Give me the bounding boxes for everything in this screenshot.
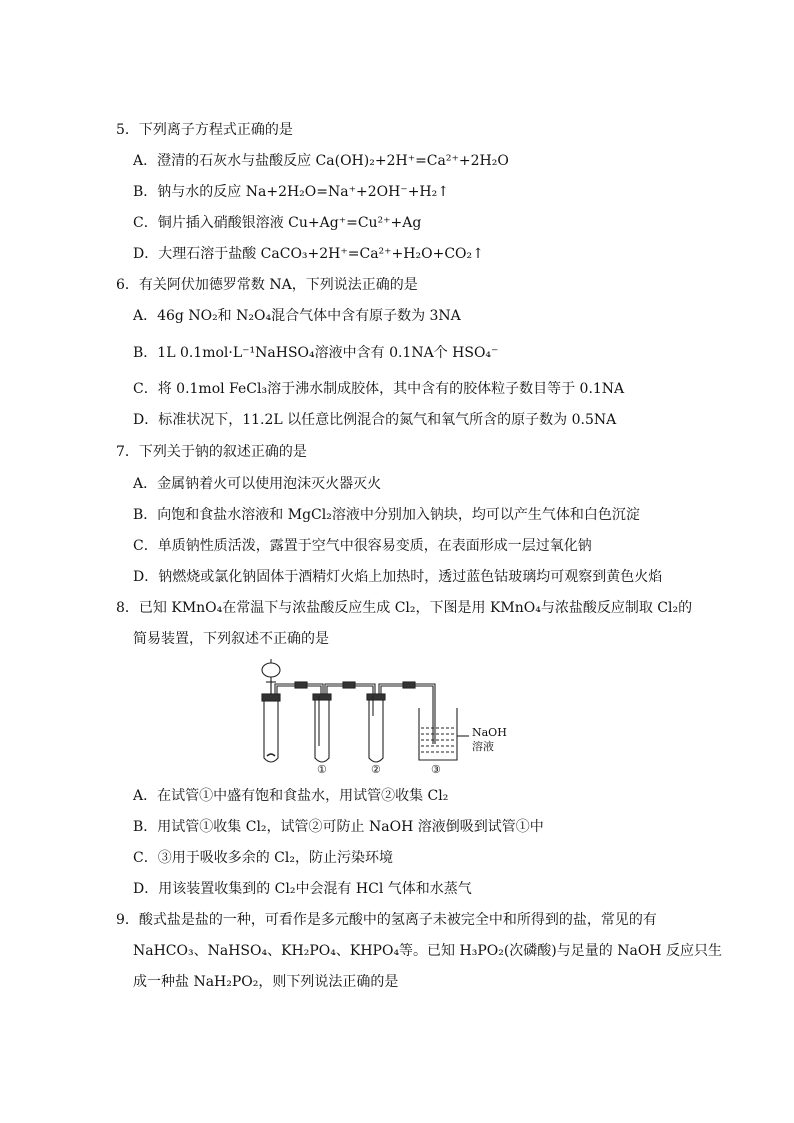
question-5-stem: 5．下列离子方程式正确的是 [116,122,293,138]
test-tube-2-icon [367,694,385,762]
question-7-option-a: A．金属钠着火可以使用泡沫灭火器灭火 [133,476,382,492]
beaker-3-label: ③ [431,763,441,776]
question-5-option-a: A．澄清的石灰水与盐酸反应 Ca(OH)₂+2H⁺=Ca²⁺+2H₂O [133,153,509,169]
question-8-stem: 8．已知 KMnO₄在常温下与浓盐酸反应生成 Cl₂，下图是用 KMnO₄与浓盐酸反应制取 Cl₂的 [116,600,693,616]
question-6-stem: 6．有关阿伏加德罗常数 NA，下列说法正确的是 [116,277,418,293]
question-6-option-c: C．将 0.1mol FeCl₃溶于沸水制成胶体，其中含有的胶体粒子数目等于 0.1NA [133,381,625,397]
question-5-option-c: C．铜片插入硝酸银溶液 Cu+Ag⁺=Cu²⁺+Ag [133,215,422,231]
question-8-option-d: D．用该装置收集到的 Cl₂中会混有 HCl 气体和水蒸气 [133,881,472,897]
question-7-option-d: D．钠燃烧或氯化钠固体于酒精灯火焰上加热时，透过蓝色钴玻璃均可观察到黄色火焰 [133,569,663,585]
question-8-option-c: C．③用于吸收多余的 Cl₂，防止污染环境 [133,850,393,866]
question-7-option-b: B．向饱和食盐水溶液和 MgCl₂溶液中分别加入钠块，均可以产生气体和白色沉淀 [133,507,640,523]
naoh-label: NaOH [472,726,507,739]
question-8-option-a: A．在试管①中盛有饱和食盐水，用试管②收集 Cl₂ [133,788,449,804]
tube-1-label: ① [317,763,327,776]
question-7-option-c: C．单质钠性质活泼，露置于空气中很容易变质，在表面形成一层过氧化钠 [133,538,592,554]
chlorine-apparatus-figure [255,656,525,776]
tube-2-label: ② [371,763,381,776]
question-9-line-1: 9．酸式盐是盐的一种，可看作是多元酸中的氢离子未被完全中和所得到的盐，常见的有 [116,912,657,928]
solution-label: 溶液 [472,740,494,753]
question-5-option-b: B．钠与水的反应 Na+2H₂O=Na⁺+2OH⁻+H₂↑ [133,184,449,200]
question-8-stem-continued: 简易装置，下列叙述不正确的是 [133,631,329,647]
question-9-line-2: NaHCO₃、NaHSO₄、KH₂PO₄、KHPO₄等。已知 H₃PO₂(次磷酸)与足量的 NaOH 反应只生 [133,943,722,959]
question-6-option-d: D．标准状况下，11.2L 以任意比例混合的氮气和氧气所含的原子数为 0.5NA [133,412,617,428]
beaker-icon [419,708,469,760]
question-7-stem: 7．下列关于钠的叙述正确的是 [116,444,307,460]
question-5-option-d: D．大理石溶于盐酸 CaCO₃+2H⁺=Ca²⁺+H₂O+CO₂↑ [133,246,484,262]
question-6-option-a: A．46g NO₂和 N₂O₄混合气体中含有原子数为 3NA [133,308,461,324]
test-tube-1-icon [313,694,331,762]
question-6-option-b: B．1L 0.1mol·L⁻¹NaHSO₄溶液中含有 0.1NA个 HSO₄⁻ [133,345,499,361]
question-8-option-b: B．用试管①收集 Cl₂，试管②可防止 NaOH 溶液倒吸到试管①中 [133,819,544,835]
question-9-line-3: 成一种盐 NaH₂PO₂，则下列说法正确的是 [133,974,399,990]
